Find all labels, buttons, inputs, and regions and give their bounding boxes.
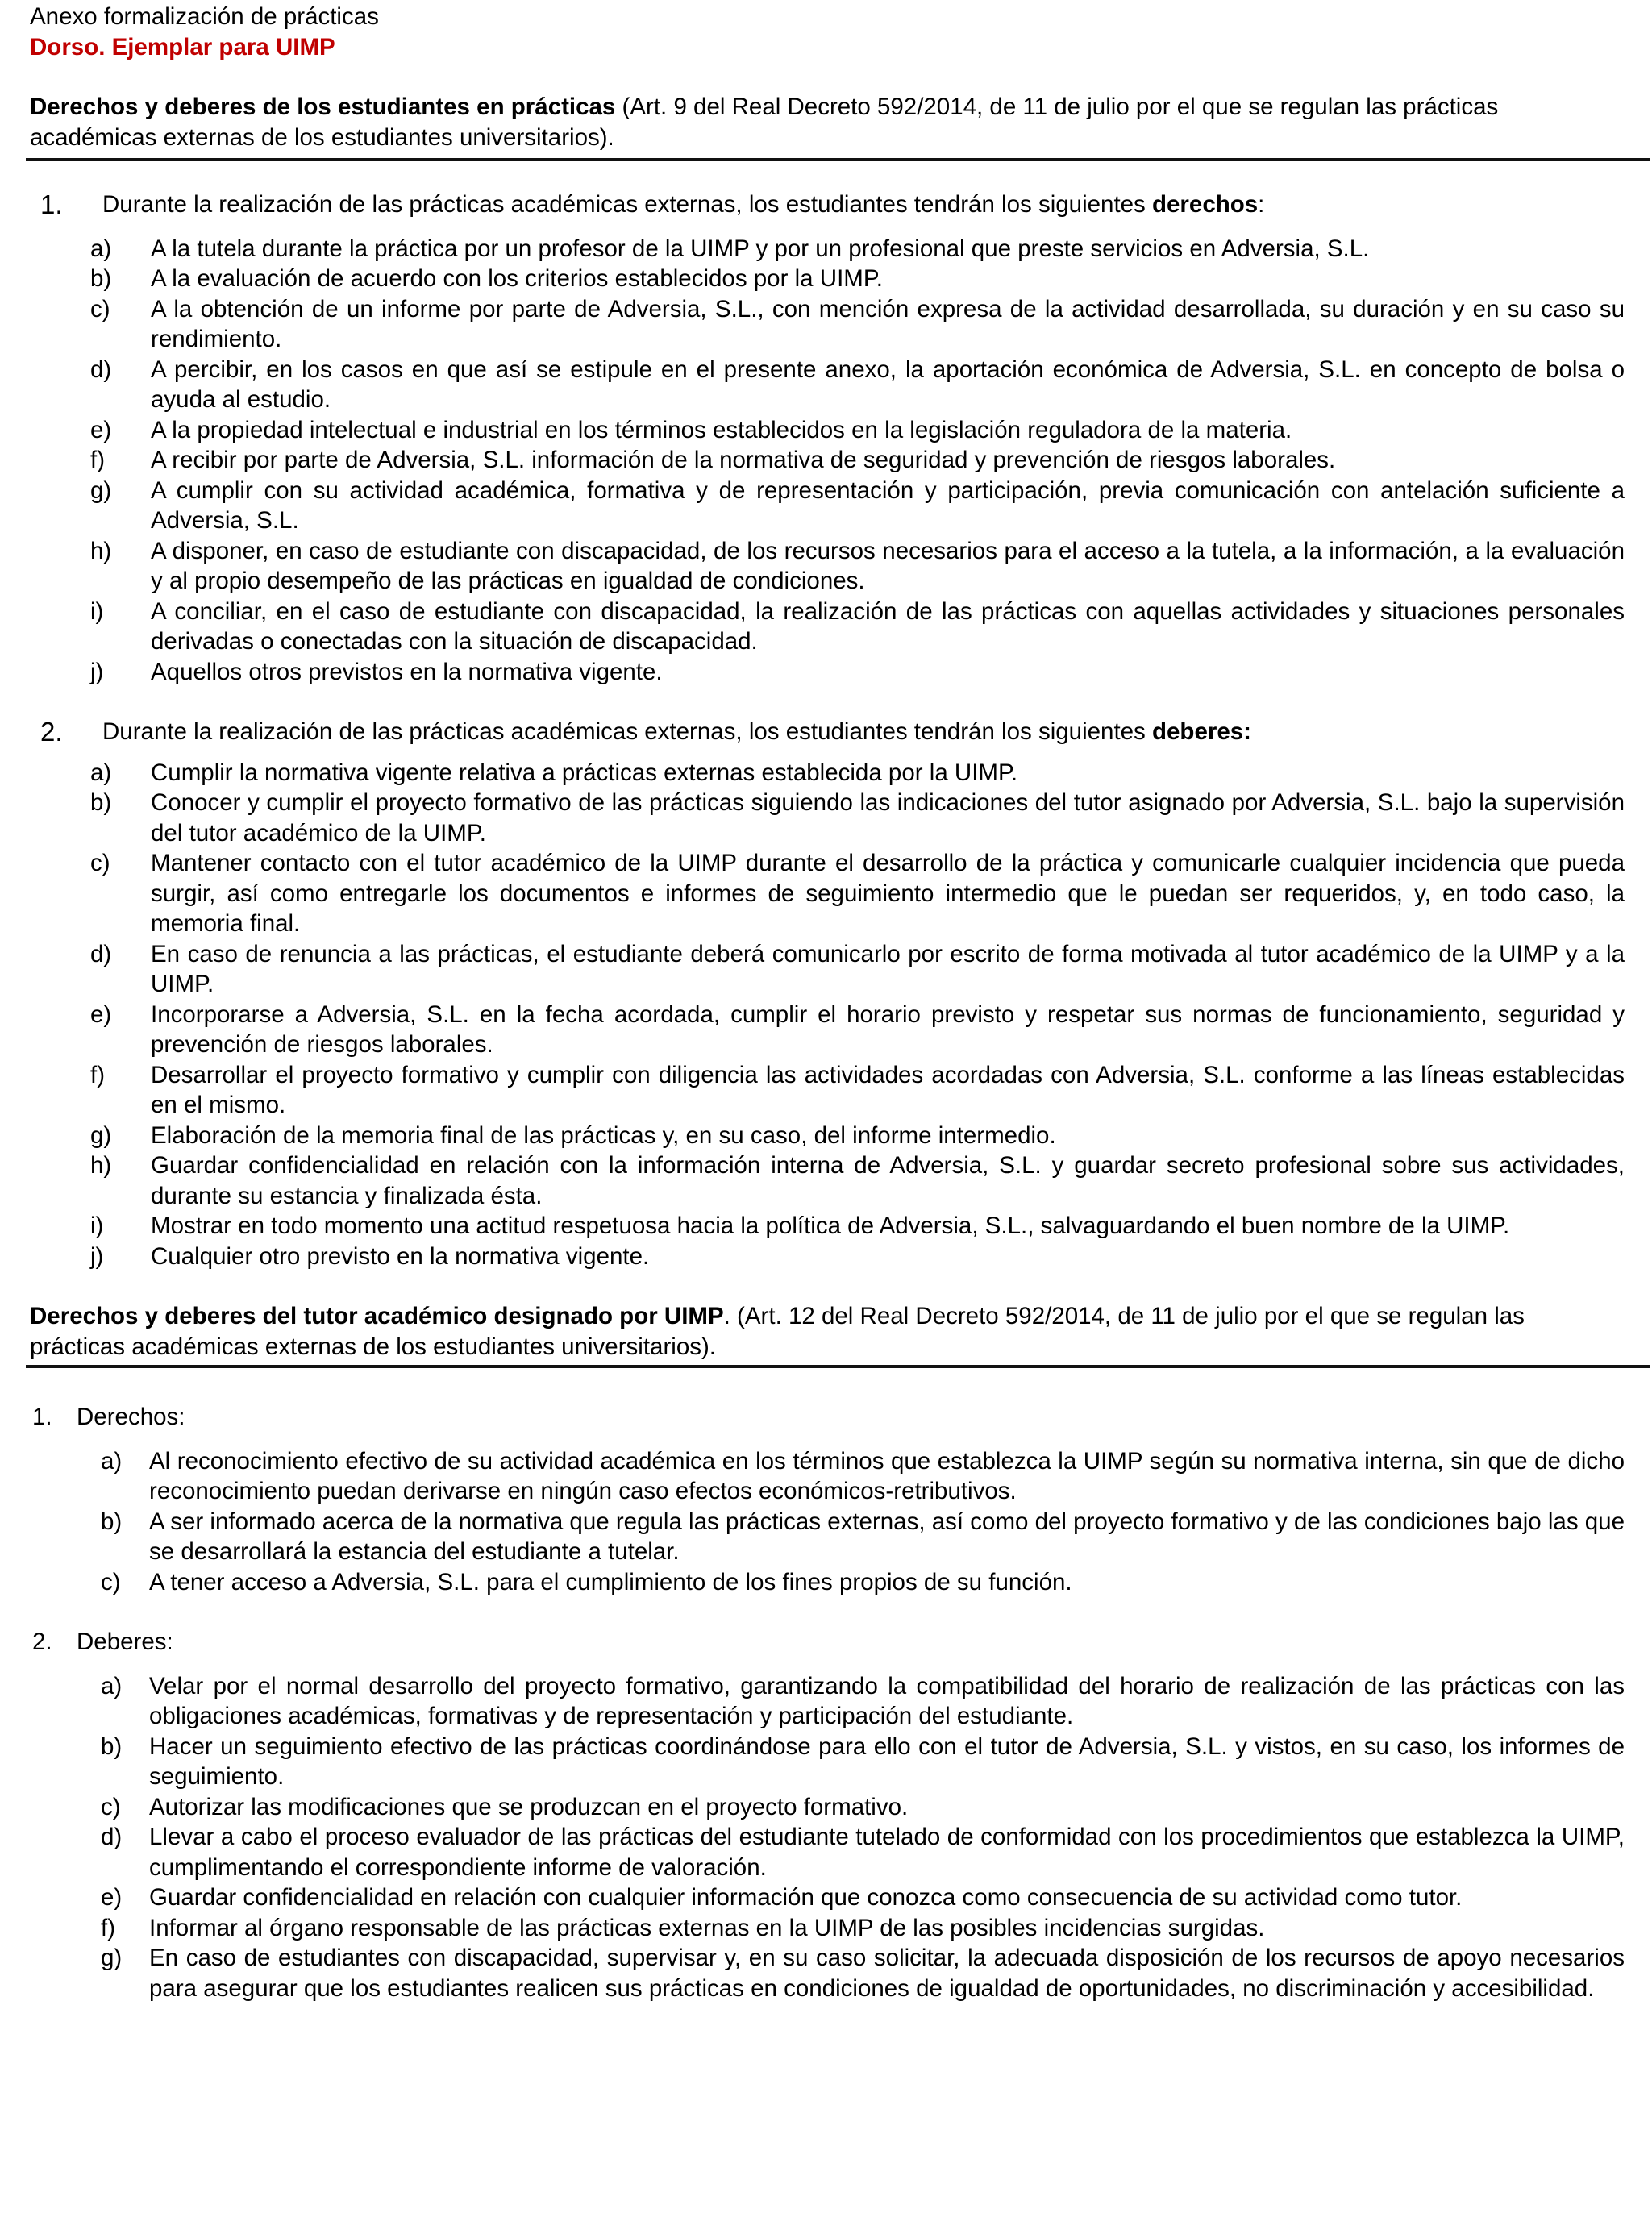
tutor-heading-reference: . (Art. 12 del Real Decreto 592/2014, de 11 de julio por el que se regulan las prácticas académicas externas de los estudiantes universitarios). xyxy=(30,1303,1525,1360)
item-label: i) xyxy=(90,1213,104,1239)
item-label: c) xyxy=(90,850,110,876)
students-section-heading xyxy=(30,92,1625,152)
item-text: A tener acceso a Adversia, S.L. para el cumplimiento de los fines propios de su función. xyxy=(149,1568,1072,1595)
list-item xyxy=(101,1882,1625,1913)
item-label: c) xyxy=(101,1793,121,1820)
item-text: A ser informado acerca de la normativa que regula las prácticas externas, así como del proyecto formativo y de las condiciones bajo las que se desarrollará la estancia del estudiante a tutelar. xyxy=(149,1508,1625,1565)
document-title: Anexo formalización de prácticas xyxy=(30,3,379,30)
item-label: h) xyxy=(90,537,112,564)
section-divider-rule xyxy=(26,158,1650,161)
item-text: Informar al órgano responsable de las prácticas externas en la UIMP de las posibles incidencias surgidas. xyxy=(149,1914,1265,1941)
item-text: A la tutela durante la práctica por un profesor de la UIMP y por un profesional que preste servicios en Adversia, S.L. xyxy=(151,235,1370,262)
list-number: 2. xyxy=(40,717,63,747)
item-label: f) xyxy=(90,1061,106,1088)
item-text: Cumplir la normativa vigente relativa a prácticas externas establecida por la UIMP. xyxy=(151,759,1018,786)
tutor-rights-list xyxy=(30,1446,1625,1598)
item-label: j) xyxy=(90,658,104,685)
item-text: Velar por el normal desarrollo del proyecto formativo, garantizando la compatibilidad del horario de realización de las prácticas con las obligaciones académicas, formativas y de representación y participación del estudiante. xyxy=(149,1672,1625,1729)
list-item xyxy=(90,536,1625,597)
document-subtitle: Dorso. Ejemplar para UIMP xyxy=(30,33,335,60)
document-page xyxy=(30,2,1625,2003)
item-label: c) xyxy=(90,295,110,322)
intro-text: Durante la realización de las prácticas académicas externas, los estudiantes tendrán los siguientes derechos: xyxy=(102,191,1265,218)
item-label: g) xyxy=(90,1121,112,1149)
list-item xyxy=(90,848,1625,939)
item-label: f) xyxy=(101,1914,116,1941)
item-label: h) xyxy=(90,1152,112,1179)
item-text: Guardar confidencialidad en relación con la información interna de Adversia, S.L. y guardar secreto profesional sobre sus actividades, durante su estancia y finalizada ésta. xyxy=(151,1152,1625,1209)
list-item xyxy=(90,1150,1625,1211)
list-item xyxy=(90,657,1625,688)
list-item xyxy=(101,1943,1625,2003)
list-item xyxy=(90,1000,1625,1060)
item-text: Mostrar en todo momento una actitud respetuosa hacia la política de Adversia, S.L., salvaguardando el buen nombre de la UIMP. xyxy=(151,1213,1510,1239)
list-number: 2. xyxy=(32,1629,52,1655)
list-item xyxy=(90,1242,1625,1272)
tutor-duties-intro xyxy=(30,1627,1625,1658)
students-heading-bold: Derechos y deberes de los estudiantes en prácticas xyxy=(30,94,616,120)
item-text: Desarrollar el proyecto formativo y cumplir con diligencia las actividades acordadas con Adversia, S.L. conforme a las líneas establecidas en el mismo. xyxy=(151,1061,1625,1118)
item-label: b) xyxy=(90,265,112,292)
item-text: A disponer, en caso de estudiante con discapacidad, de los recursos necesarios para el acceso a la tutela, a la información, a la evaluación y al propio desempeño de las prácticas en igualdad de condiciones. xyxy=(151,537,1625,594)
tutor-section xyxy=(30,1301,1625,2003)
item-text: Hacer un seguimiento efectivo de las prácticas coordinándose para ello con el tutor de Adversia, S.L. y vistos, en su caso, los informes de seguimiento. xyxy=(149,1733,1625,1790)
tutor-duties-list xyxy=(30,1671,1625,2004)
list-item xyxy=(101,1671,1625,1732)
item-text: Guardar confidencialidad en relación con cualquier información que conozca como consecuencia de su actividad como tutor. xyxy=(149,1884,1463,1911)
list-item xyxy=(101,1446,1625,1507)
students-duties-list xyxy=(30,758,1625,1272)
item-text: Cualquier otro previsto en la normativa vigente. xyxy=(151,1242,650,1270)
list-item xyxy=(90,788,1625,848)
list-item xyxy=(90,415,1625,446)
item-text: A cumplir con su actividad académica, formativa y de representación y participación, previa comunicación con antelación suficiente a Adversia, S.L. xyxy=(151,476,1625,534)
item-text: A recibir por parte de Adversia, S.L. información de la normativa de seguridad y prevención de riesgos laborales. xyxy=(151,447,1336,473)
list-number: 1. xyxy=(40,189,63,219)
item-label: c) xyxy=(101,1568,121,1595)
list-item xyxy=(90,1060,1625,1121)
item-label: g) xyxy=(101,1945,123,1971)
item-label: b) xyxy=(90,789,112,816)
students-rights-intro xyxy=(30,189,1625,220)
list-item xyxy=(90,294,1625,355)
section-divider-rule xyxy=(26,1365,1650,1368)
list-item xyxy=(101,1732,1625,1792)
tutor-section-heading xyxy=(30,1301,1625,1362)
item-label: d) xyxy=(90,940,112,967)
intro-text: Durante la realización de las prácticas académicas externas, los estudiantes tendrán los siguientes deberes: xyxy=(102,718,1251,745)
item-label: a) xyxy=(90,759,112,786)
list-item xyxy=(90,939,1625,1000)
item-text: Aquellos otros previstos en la normativa vigente. xyxy=(151,658,663,685)
item-text: A la evaluación de acuerdo con los criterios establecidos por la UIMP. xyxy=(151,265,883,292)
list-item xyxy=(90,758,1625,788)
list-item xyxy=(90,476,1625,536)
tutor-heading-bold: Derechos y deberes del tutor académico designado por UIMP xyxy=(30,1303,724,1329)
list-item xyxy=(90,597,1625,657)
item-label: b) xyxy=(101,1508,123,1535)
students-duties-intro xyxy=(30,717,1625,747)
item-label: e) xyxy=(90,416,112,443)
list-item xyxy=(90,1121,1625,1151)
intro-text: Derechos: xyxy=(77,1404,185,1430)
item-label: e) xyxy=(90,1000,112,1028)
item-text: Incorporarse a Adversia, S.L. en la fecha acordada, cumplir el horario previsto y respetar sus normas de funcionamiento, seguridad y prevención de riesgos laborales. xyxy=(151,1000,1625,1058)
list-item xyxy=(101,1507,1625,1567)
item-text: Llevar a cabo el proceso evaluador de las prácticas del estudiante tutelado de conformidad con los procedimientos que establezca la UIMP, cumplimentando el correspondiente informe de valoración. xyxy=(149,1824,1625,1881)
list-item xyxy=(90,1211,1625,1242)
item-label: a) xyxy=(101,1672,123,1699)
item-text: A la obtención de un informe por parte de Adversia, S.L., con mención expresa de la actividad desarrollada, su duración y en su caso su rendimiento. xyxy=(151,295,1625,352)
item-label: f) xyxy=(90,447,106,473)
item-text: Elaboración de la memoria final de las prácticas y, en su caso, del informe intermedio. xyxy=(151,1121,1056,1149)
students-rights-list xyxy=(30,234,1625,688)
item-label: d) xyxy=(90,356,112,383)
item-label: j) xyxy=(90,1242,104,1270)
list-item xyxy=(101,1913,1625,1944)
list-item xyxy=(90,264,1625,294)
list-item xyxy=(90,445,1625,476)
list-number: 1. xyxy=(32,1404,52,1430)
tutor-rights-intro xyxy=(30,1402,1625,1433)
intro-text: Deberes: xyxy=(77,1629,173,1655)
list-item xyxy=(90,234,1625,264)
item-text: A la propiedad intelectual e industrial en los términos establecidos en la legislación reguladora de la materia. xyxy=(151,416,1292,443)
item-text: A conciliar, en el caso de estudiante con discapacidad, la realización de las prácticas con aquellas actividades y situaciones personales derivadas o conectadas con la situación de discapacidad. xyxy=(151,597,1625,655)
students-section xyxy=(30,92,1625,1271)
item-text: Mantener contacto con el tutor académico de la UIMP durante el desarrollo de la práctica y comunicarle cualquier incidencia que pueda surgir, así como entregarle los documentos e informes de seguimiento intermedio que le puedan ser requeridos, y, en todo caso, la memoria final. xyxy=(151,850,1625,937)
item-text: A percibir, en los casos en que así se estipule en el presente anexo, la aportación económica de Adversia, S.L. en concepto de bolsa o ayuda al estudio. xyxy=(151,356,1625,413)
item-text: En caso de estudiantes con discapacidad, supervisar y, en su caso solicitar, la adecuada disposición de los recursos de apoyo necesarios para asegurar que los estudiantes realicen sus prácticas en condiciones de igualdad de oportunidades, no discriminación y accesibilidad. xyxy=(149,1945,1625,2002)
list-item xyxy=(101,1567,1625,1598)
item-label: a) xyxy=(101,1447,123,1475)
item-text: Autorizar las modificaciones que se produzcan en el proyecto formativo. xyxy=(149,1793,909,1820)
list-item xyxy=(101,1792,1625,1823)
list-item xyxy=(90,355,1625,415)
item-label: d) xyxy=(101,1824,123,1850)
list-item xyxy=(101,1822,1625,1882)
item-text: Al reconocimiento efectivo de su actividad académica en los términos que establezca la UIMP según su normativa interna, sin que de dicho reconocimiento puedan derivarse en ningún caso efectos económicos-retributivos. xyxy=(149,1447,1625,1504)
item-label: a) xyxy=(90,235,112,262)
item-label: e) xyxy=(101,1884,123,1911)
students-heading-reference: (Art. 9 del Real Decreto 592/2014, de 11 de julio por el que se regulan las prácticas académicas externas de los estudiantes universitarios). xyxy=(30,94,1499,151)
item-text: En caso de renuncia a las prácticas, el estudiante deberá comunicarlo por escrito de forma motivada al tutor académico de la UIMP y a la UIMP. xyxy=(151,940,1625,997)
item-text: Conocer y cumplir el proyecto formativo de las prácticas siguiendo las indicaciones del tutor asignado por Adversia, S.L. bajo la supervisión del tutor académico de la UIMP. xyxy=(151,789,1625,847)
item-label: b) xyxy=(101,1733,123,1760)
item-label: g) xyxy=(90,476,112,504)
item-label: i) xyxy=(90,597,104,625)
